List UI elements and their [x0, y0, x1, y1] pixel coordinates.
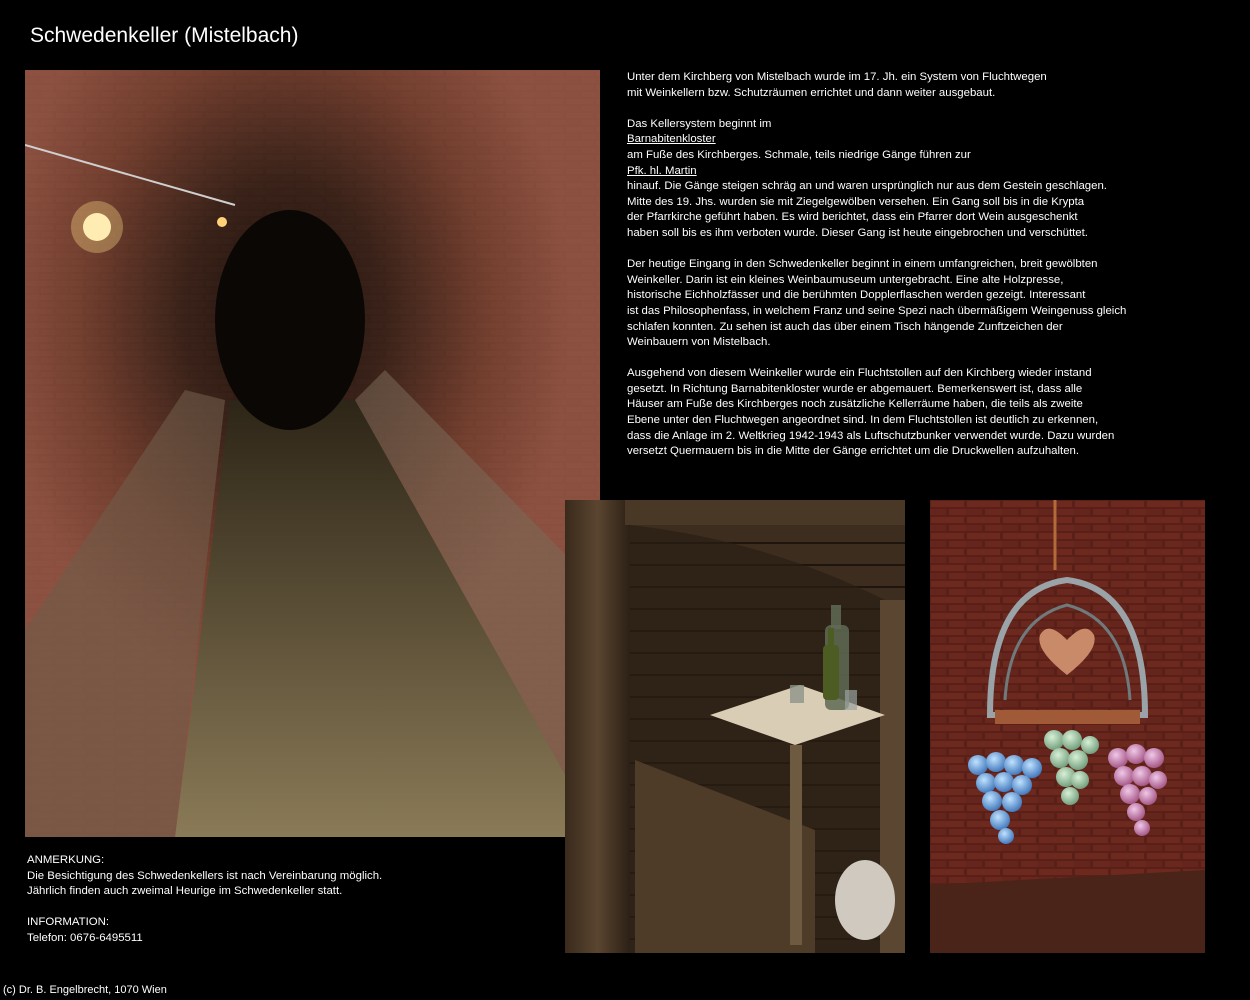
text-line: dass die Anlage im 2. Weltkrieg 1942-1943 als Luftschutzbunker verwendet wurde. Dazu wurden — [627, 429, 1115, 442]
text-line: historische Eichholzfässer und die berühmten Dopplerflaschen werden gezeigt. Interessant — [627, 289, 1086, 302]
text-line: Weinkeller. Darin ist ein kleines Weinbaumuseum untergebracht. Eine alte Holzpresse, — [627, 273, 1064, 286]
text-line: am Fuße des Kirchberges. Schmale, teils niedrige Gänge führen zur — [627, 148, 971, 161]
description-text — [627, 70, 1227, 475]
text-line: Die Besichtigung des Schwedenkellers ist nach Vereinbarung möglich. — [27, 869, 383, 882]
note-heading: ANMERKUNG: — [27, 854, 105, 866]
text-line: Der heutige Eingang in den Schwedenkeller beginnt in einem umfangreichen, breit gewölbten — [627, 258, 1098, 271]
barrel-table-photo — [565, 500, 905, 953]
text-line: Unter dem Kirchberg von Mistelbach wurde im 17. Jh. ein System von Fluchtwegen — [627, 71, 1047, 83]
note-visit — [27, 853, 382, 900]
text-line: Weinbauern von Mistelbach. — [627, 336, 771, 349]
paragraph-eingang — [627, 257, 1227, 351]
phone-number: Telefon: 0676-6495511 — [27, 931, 143, 944]
text-line: Ebene unter den Fluchtwegen angeordnet sind. In dem Fluchtstollen ist deutlich zu erkennen, — [627, 414, 1099, 427]
text-line: haben soll bis es ihm verboten wurde. Dieser Gang ist heute eingebrochen und verschüttet. — [627, 226, 1088, 239]
tunnel-photo — [25, 70, 600, 837]
paragraph-fluchtstollen — [627, 366, 1227, 460]
text-line: Jährlich finden auch zweimal Heurige im Schwedenkeller statt. — [27, 885, 343, 898]
page-title: Schwedenkeller (Mistelbach) — [30, 24, 299, 47]
note-information — [27, 915, 382, 946]
text-line: schlafen konnten. Zu sehen ist auch das über einem Tisch hängende Zunftzeichen der — [627, 320, 1063, 333]
link-pfarrkirche-martin[interactable]: Pfk. hl. Martin — [627, 164, 697, 177]
guild-sign-photo — [930, 500, 1205, 953]
text-line: hinauf. Die Gänge steigen schräg an und waren ursprünglich nur aus dem Gestein geschlagen. — [627, 180, 1107, 193]
link-barnabitenkloster[interactable]: Barnabitenkloster — [627, 133, 716, 146]
paragraph-history — [627, 70, 1227, 101]
text-line: Das Kellersystem beginnt im — [627, 117, 772, 130]
text-line: der Pfarrkirche geführt haben. Es wird berichtet, dass ein Pfarrer dort Wein ausgeschenkt — [627, 211, 1078, 224]
text-line: ist das Philosophenfass, in welchem Franz und seine Spezi nach übermäßigem Weingenuss gleich — [627, 304, 1127, 317]
text-line: mit Weinkellern bzw. Schutzräumen errichtet und dann weiter ausgebaut. — [627, 86, 996, 99]
note-section — [27, 853, 382, 962]
info-heading: INFORMATION: — [27, 916, 110, 929]
copyright-footer: (c) Dr. B. Engelbrecht, 1070 Wien — [3, 984, 167, 996]
text-line: Mitte des 19. Jhs. wurden sie mit Ziegelgewölben versehen. Ein Gang soll bis in die Krypta — [627, 195, 1085, 208]
paragraph-kellersystem — [627, 117, 1227, 242]
text-line: versetzt Quermauern bis in die Mitte der Gänge errichtet um die Druckwellen aufzuhalten. — [627, 445, 1080, 458]
text-line: gesetzt. In Richtung Barnabitenkloster wurde er abgemauert. Bemerkenswert ist, dass alle — [627, 382, 1083, 395]
text-line: Ausgehend von diesem Weinkeller wurde ein Fluchtstollen auf den Kirchberg wieder instand — [627, 367, 1092, 380]
text-line: Häuser am Fuße des Kirchberges noch zusätzliche Kellerräume haben, die teils als zweite — [627, 398, 1083, 411]
